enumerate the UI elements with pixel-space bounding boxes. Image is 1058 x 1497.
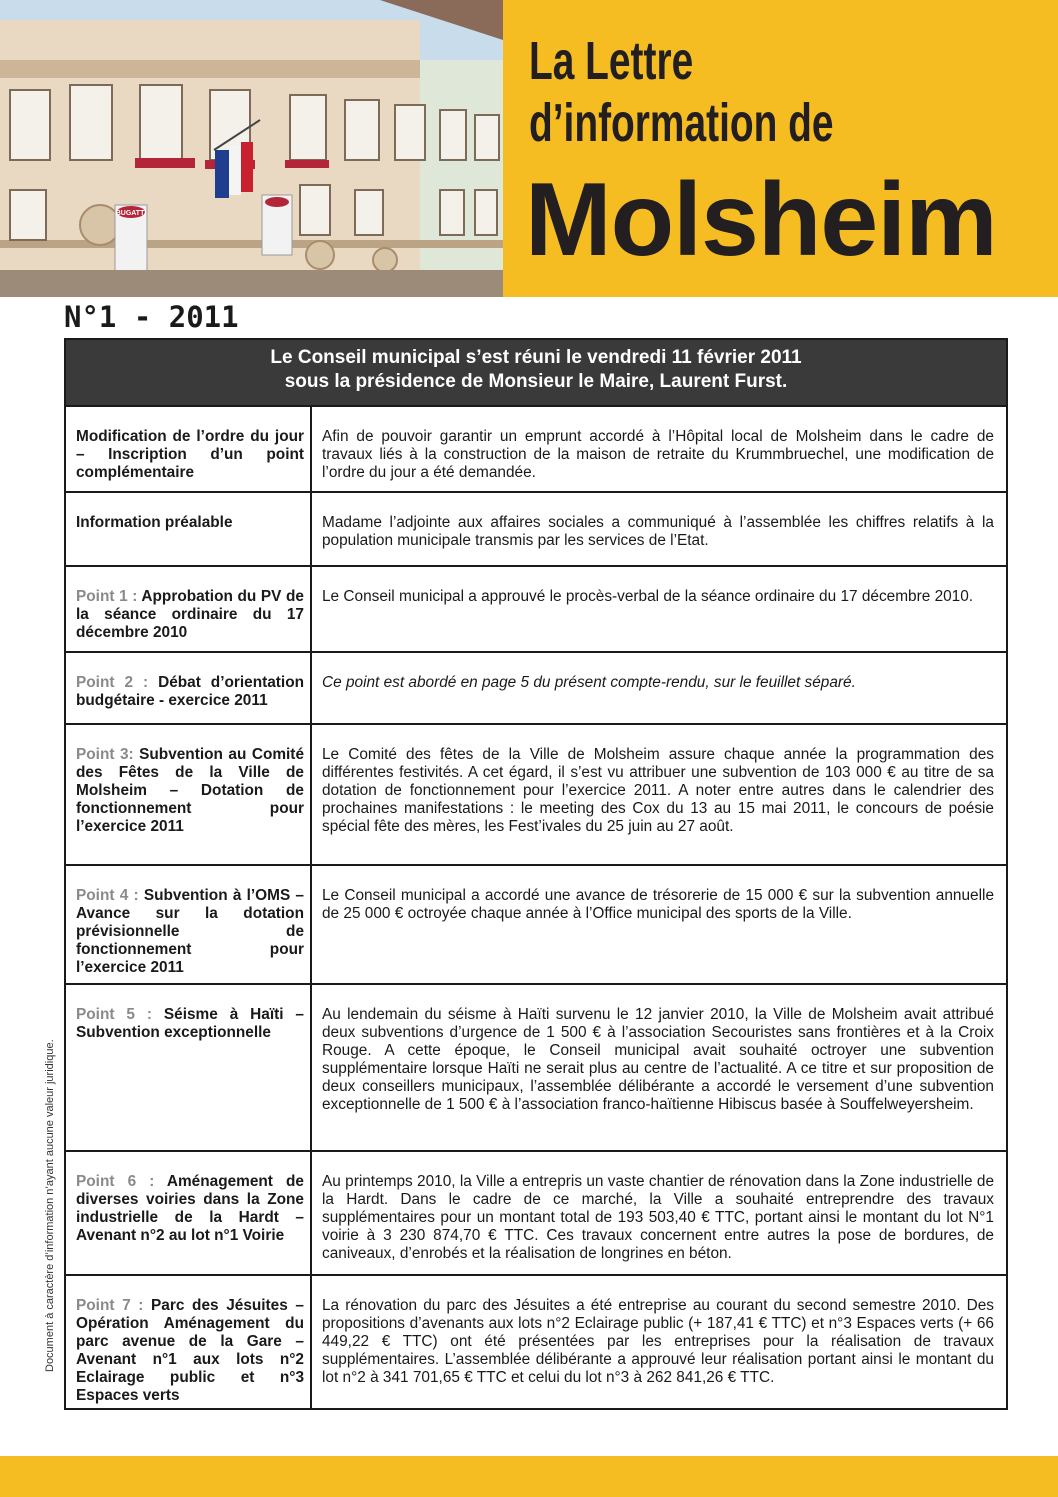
- row-title-cell: Point 2 : Débat d’orientation budgétaire - exercice 2011: [66, 653, 312, 723]
- row-title: Subvention à l’OMS – Avance sur la dotation prévisionnelle de fonctionnement pour l’exercice 2011: [76, 887, 304, 976]
- council-agenda-table: [64, 338, 1008, 1410]
- row-title: Subvention au Comité des Fêtes de la Ville de Molsheim – Dotation de fonctionnement pour l’exercice 2011: [76, 746, 304, 835]
- title-line-2: d’information de: [529, 93, 834, 153]
- banner-line-1: Le Conseil municipal s’est réuni le vendredi 11 février 2011: [270, 347, 802, 368]
- row-text: Le Comité des fêtes de la Ville de Molsheim assure chaque année la programmation des différentes festivités. A cet égard, il s’est vu attribuer une subvention de 103 000 € au titre de sa dotation de fonctionnement pour l’exercice 2011. A noter entre autres dans le calendrier des prochaines manifestations : le meeting des Cox du 13 au 15 mai 2011, le concours de poésie spécial fête des mères, les Fest’ivales du 25 juin au 27 août.: [322, 746, 994, 835]
- row-title-cell: Point 4 : Subvention à l’OMS – Avance sur la dotation prévisionnelle de fonctionnement pour l’exercice 2011: [66, 866, 312, 983]
- title-line-1: La Lettre: [529, 31, 694, 91]
- row-text: Le Conseil municipal a approuvé le procès-verbal de la séance ordinaire du 17 décembre 2010.: [322, 588, 974, 605]
- town-hall-photo: [0, 0, 503, 297]
- table-row: [66, 565, 1006, 651]
- bugatti-sign: BUGATTI: [115, 210, 147, 217]
- row-text: Madame l’adjointe aux affaires sociales a communiqué à l’assemblée les chiffres relatifs à la population municipale transmis par les services de l’Etat.: [322, 514, 994, 549]
- issue-number: N°1 - 2011: [64, 300, 239, 334]
- row-title: Parc des Jésuites – Opération Aménagement du parc avenue de la Gare – Avenant n°1 aux lots n°2 Eclairage public et n°3 Espaces verts: [76, 1297, 304, 1404]
- table-row: [66, 864, 1006, 983]
- row-title: Approbation du PV de la séance ordinaire du 17 décembre 2010: [76, 588, 304, 641]
- table-row: [66, 983, 1006, 1150]
- row-title: Modification de l’ordre du jour – Inscription d’un point complémentaire: [76, 428, 304, 481]
- row-title-cell: Point 5 : Séisme à Haïti – Subvention exceptionnelle: [66, 985, 312, 1150]
- footer-band: [0, 1456, 1058, 1497]
- row-text: La rénovation du parc des Jésuites a été entreprise au courant du second semestre 2010. Des propositions d’avenants aux lots n°2 Eclairage public (+ 187,41 € TTC) et n°3 Espaces verts (+ 66 449,22 € TTC) ont été présentées par les entreprises pour la réalisation de travaux supplémentaires. L’assemblée délibérante a approuvé leur réalisation portant ainsi le montant du lot n°2 à 341 701,65 € TTC et celui du lot n°3 à 262 841,26 € TTC.: [322, 1297, 994, 1386]
- row-title-cell: [66, 407, 312, 491]
- table-row: [66, 651, 1006, 723]
- row-title-cell: [66, 493, 312, 565]
- row-title: Débat d’orientation budgétaire - exercice 2011: [76, 674, 305, 709]
- row-text: Ce point est abordé en page 5 du présent compte-rendu, sur le feuillet séparé.: [322, 674, 856, 691]
- table-row: [66, 723, 1006, 864]
- row-title-cell: Point 7 : Parc des Jésuites – Opération Aménagement du parc avenue de la Gare – Avenant n°1 aux lots n°2 Eclairage public et n°3 Espaces verts: [66, 1276, 312, 1408]
- row-text: Au lendemain du séisme à Haïti survenu le 12 janvier 2010, la Ville de Molsheim avait attribué deux subventions d’urgence de 1 500 € à l’association Secouristes sans frontières et à la Croix Rouge. A cette époque, le Conseil municipal avait souhaité octroyer une subvention supplémentaire lorsque Haïti ne serait plus au centre de l’actualité. A ce titre et sur proposition de deux conseillers municipaux, l’assemblée délibérante a accordé le versement d’une subvention exceptionnelle de 1 500 € à l’association franco-haïtienne Hibiscus basée à Souffelweyersheim.: [322, 1006, 994, 1113]
- table-row: [66, 405, 1006, 491]
- table-row: [66, 491, 1006, 565]
- table-row: [66, 1274, 1006, 1408]
- row-text: Au printemps 2010, la Ville a entrepris un vaste chantier de rénovation dans la Zone industrielle de la Hardt. Dans le cadre de ce marché, la Ville a souhaité entreprendre des travaux supplémentaires pour un montant total de 193 503,40 € TTC, portant ainsi le montant du lot N°1 voirie à 3 230 874,70 € TTC. Ces travaux concernent entre autres la pose de bordures, de caniveaux, d’enrobés et la réalisation de longrines en béton.: [322, 1173, 994, 1262]
- row-title-cell: Point 3: Subvention au Comité des Fêtes de la Ville de Molsheim – Dotation de fonctionnement pour l’exercice 2011: [66, 725, 312, 864]
- row-text: Afin de pouvoir garantir un emprunt accordé à l’Hôpital local de Molsheim dans le cadre de travaux liés à la construction de la maison de retraite du Krummbruechel, une modification de l’ordre du jour a été demandée.: [322, 428, 994, 481]
- title-town-name: Molsheim: [525, 162, 997, 278]
- table-row: [66, 1150, 1006, 1274]
- row-title-cell: Point 6 : Aménagement de diverses voiries dans la Zone industrielle de la Hardt – Avenant n°2 au lot n°1 Voirie: [66, 1152, 312, 1274]
- row-title-cell: Point 1 : Approbation du PV de la séance ordinaire du 17 décembre 2010: [66, 567, 312, 651]
- row-title: Aménagement de diverses voiries dans la Zone industrielle de la Hardt – Avenant n°2 au lot n°1 Voirie: [76, 1173, 304, 1244]
- row-text: Le Conseil municipal a accordé une avance de trésorerie de 15 000 € sur la subvention annuelle de 25 000 € octroyée chaque année à l’Office municipal des sports de la Ville.: [322, 887, 994, 922]
- table-banner: [66, 340, 1006, 405]
- row-title: Information préalable: [76, 514, 233, 531]
- row-title: Séisme à Haïti – Subvention exceptionnelle: [76, 1006, 304, 1041]
- legal-side-note: Document à caractère d’information n’ayant aucune valeur juridique.: [44, 1039, 56, 1372]
- banner-line-2: sous la présidence de Monsieur le Maire, Laurent Furst.: [284, 371, 788, 392]
- title-panel: [503, 0, 1058, 297]
